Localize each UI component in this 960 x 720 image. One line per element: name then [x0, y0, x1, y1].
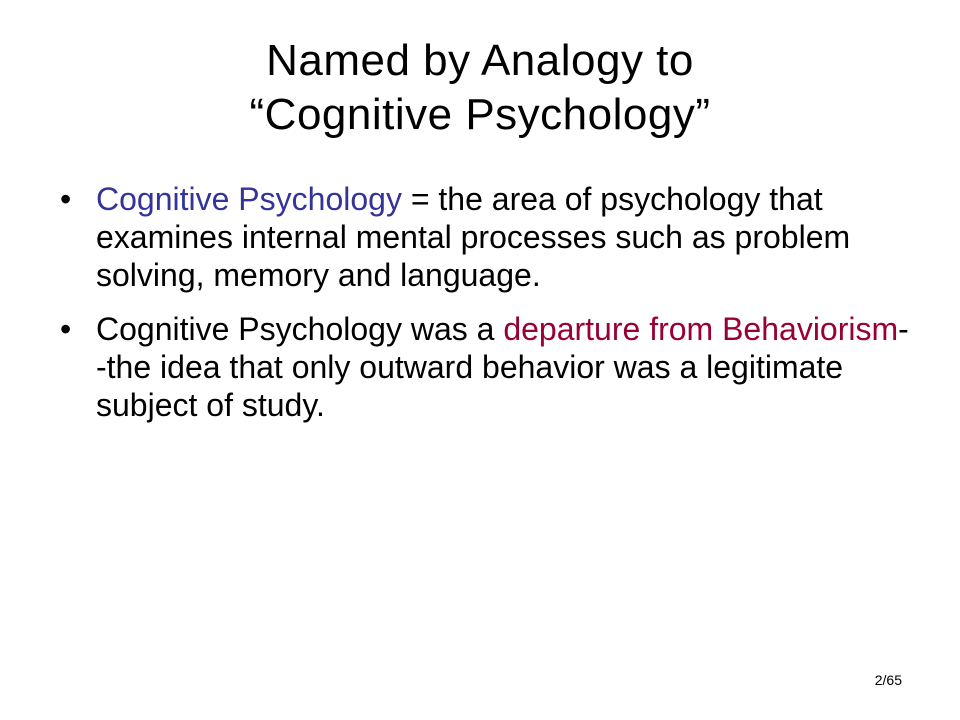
slide-title-line-2: “Cognitive Psychology” — [249, 90, 711, 139]
page-number: 2/65 — [874, 672, 902, 688]
bullet-marker: • — [60, 311, 72, 347]
term-cognitive-psychology: Cognitive Psychology — [96, 181, 402, 217]
slide-title-line-1: Named by Analogy to — [266, 36, 694, 85]
bullet-marker: • — [60, 181, 72, 217]
bullet-item-departure-from-behaviorism — [60, 310, 910, 424]
definition-text: = the area of psychology that examines internal mental processes such as problem solving, memory and language. — [96, 181, 851, 293]
bullet-suffix-text: --the idea that only outward behavior was a legitimate subject of study. — [96, 311, 909, 423]
term-departure-from-behaviorism: departure from Behaviorism — [503, 311, 899, 347]
slide-title — [0, 34, 960, 142]
bullet-list — [60, 180, 910, 440]
bullet-prefix-text: Cognitive Psychology was a — [96, 311, 504, 347]
bullet-item-cognitive-psychology-definition — [60, 180, 910, 294]
